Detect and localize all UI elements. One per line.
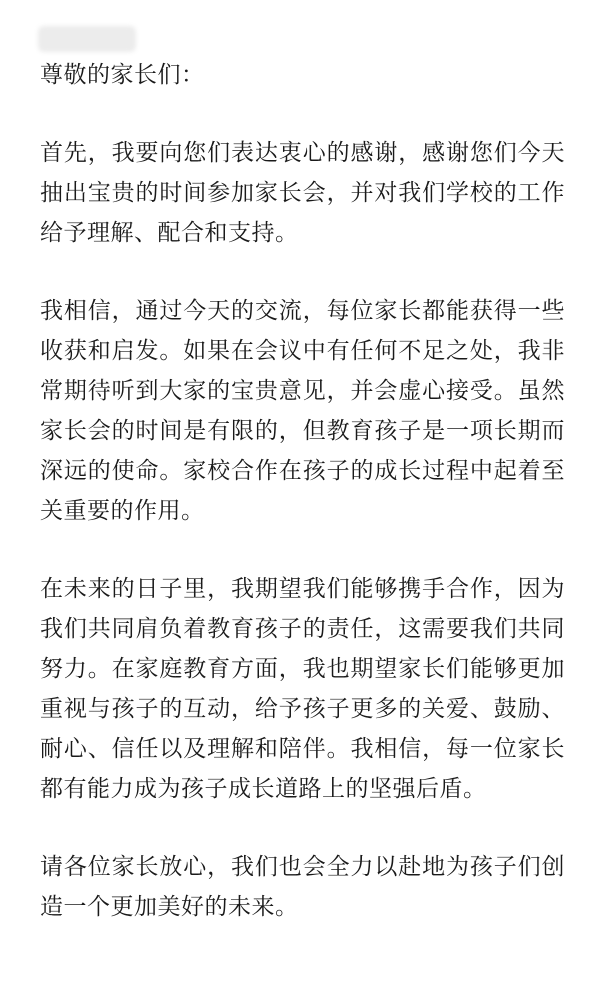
- letter-body: [40, 55, 565, 927]
- letter-paragraph: 首先，我要向您们表达衷心的感谢，感谢您们今天抽出宝贵的时间参加家长会，并对我们学校的工作给予理解、配合和支持。: [40, 140, 565, 246]
- letter-paragraph: 我相信，通过今天的交流，每位家长都能获得一些收获和启发。如果在会议中有任何不足之处，我非常期待听到大家的宝贵意见，并会虚心接受。虽然家长会的时间是有限的，但教育孩子是一项长期而深远的使命。家校合作在孩子的成长过程中起着至关重要的作用。: [40, 298, 565, 524]
- letter-paragraph: 请各位家长放心，我们也会全力以赴地为孩子们创造一个更加美好的未来。: [40, 854, 565, 920]
- letter-paragraph: 在未来的日子里，我期望我们能够携手合作，因为我们共同肩负着教育孩子的责任，这需要我们共同努力。在家庭教育方面，我也期望家长们能够更加重视与孩子的互动，给予孩子更多的关爱、鼓励、耐心、信任以及理解和陪伴。我相信，每一位家长都有能力成为孩子成长道路上的坚强后盾。: [40, 576, 565, 802]
- letter-greeting: 尊敬的家长们：: [40, 62, 205, 88]
- blurred-header-mark: [38, 26, 136, 52]
